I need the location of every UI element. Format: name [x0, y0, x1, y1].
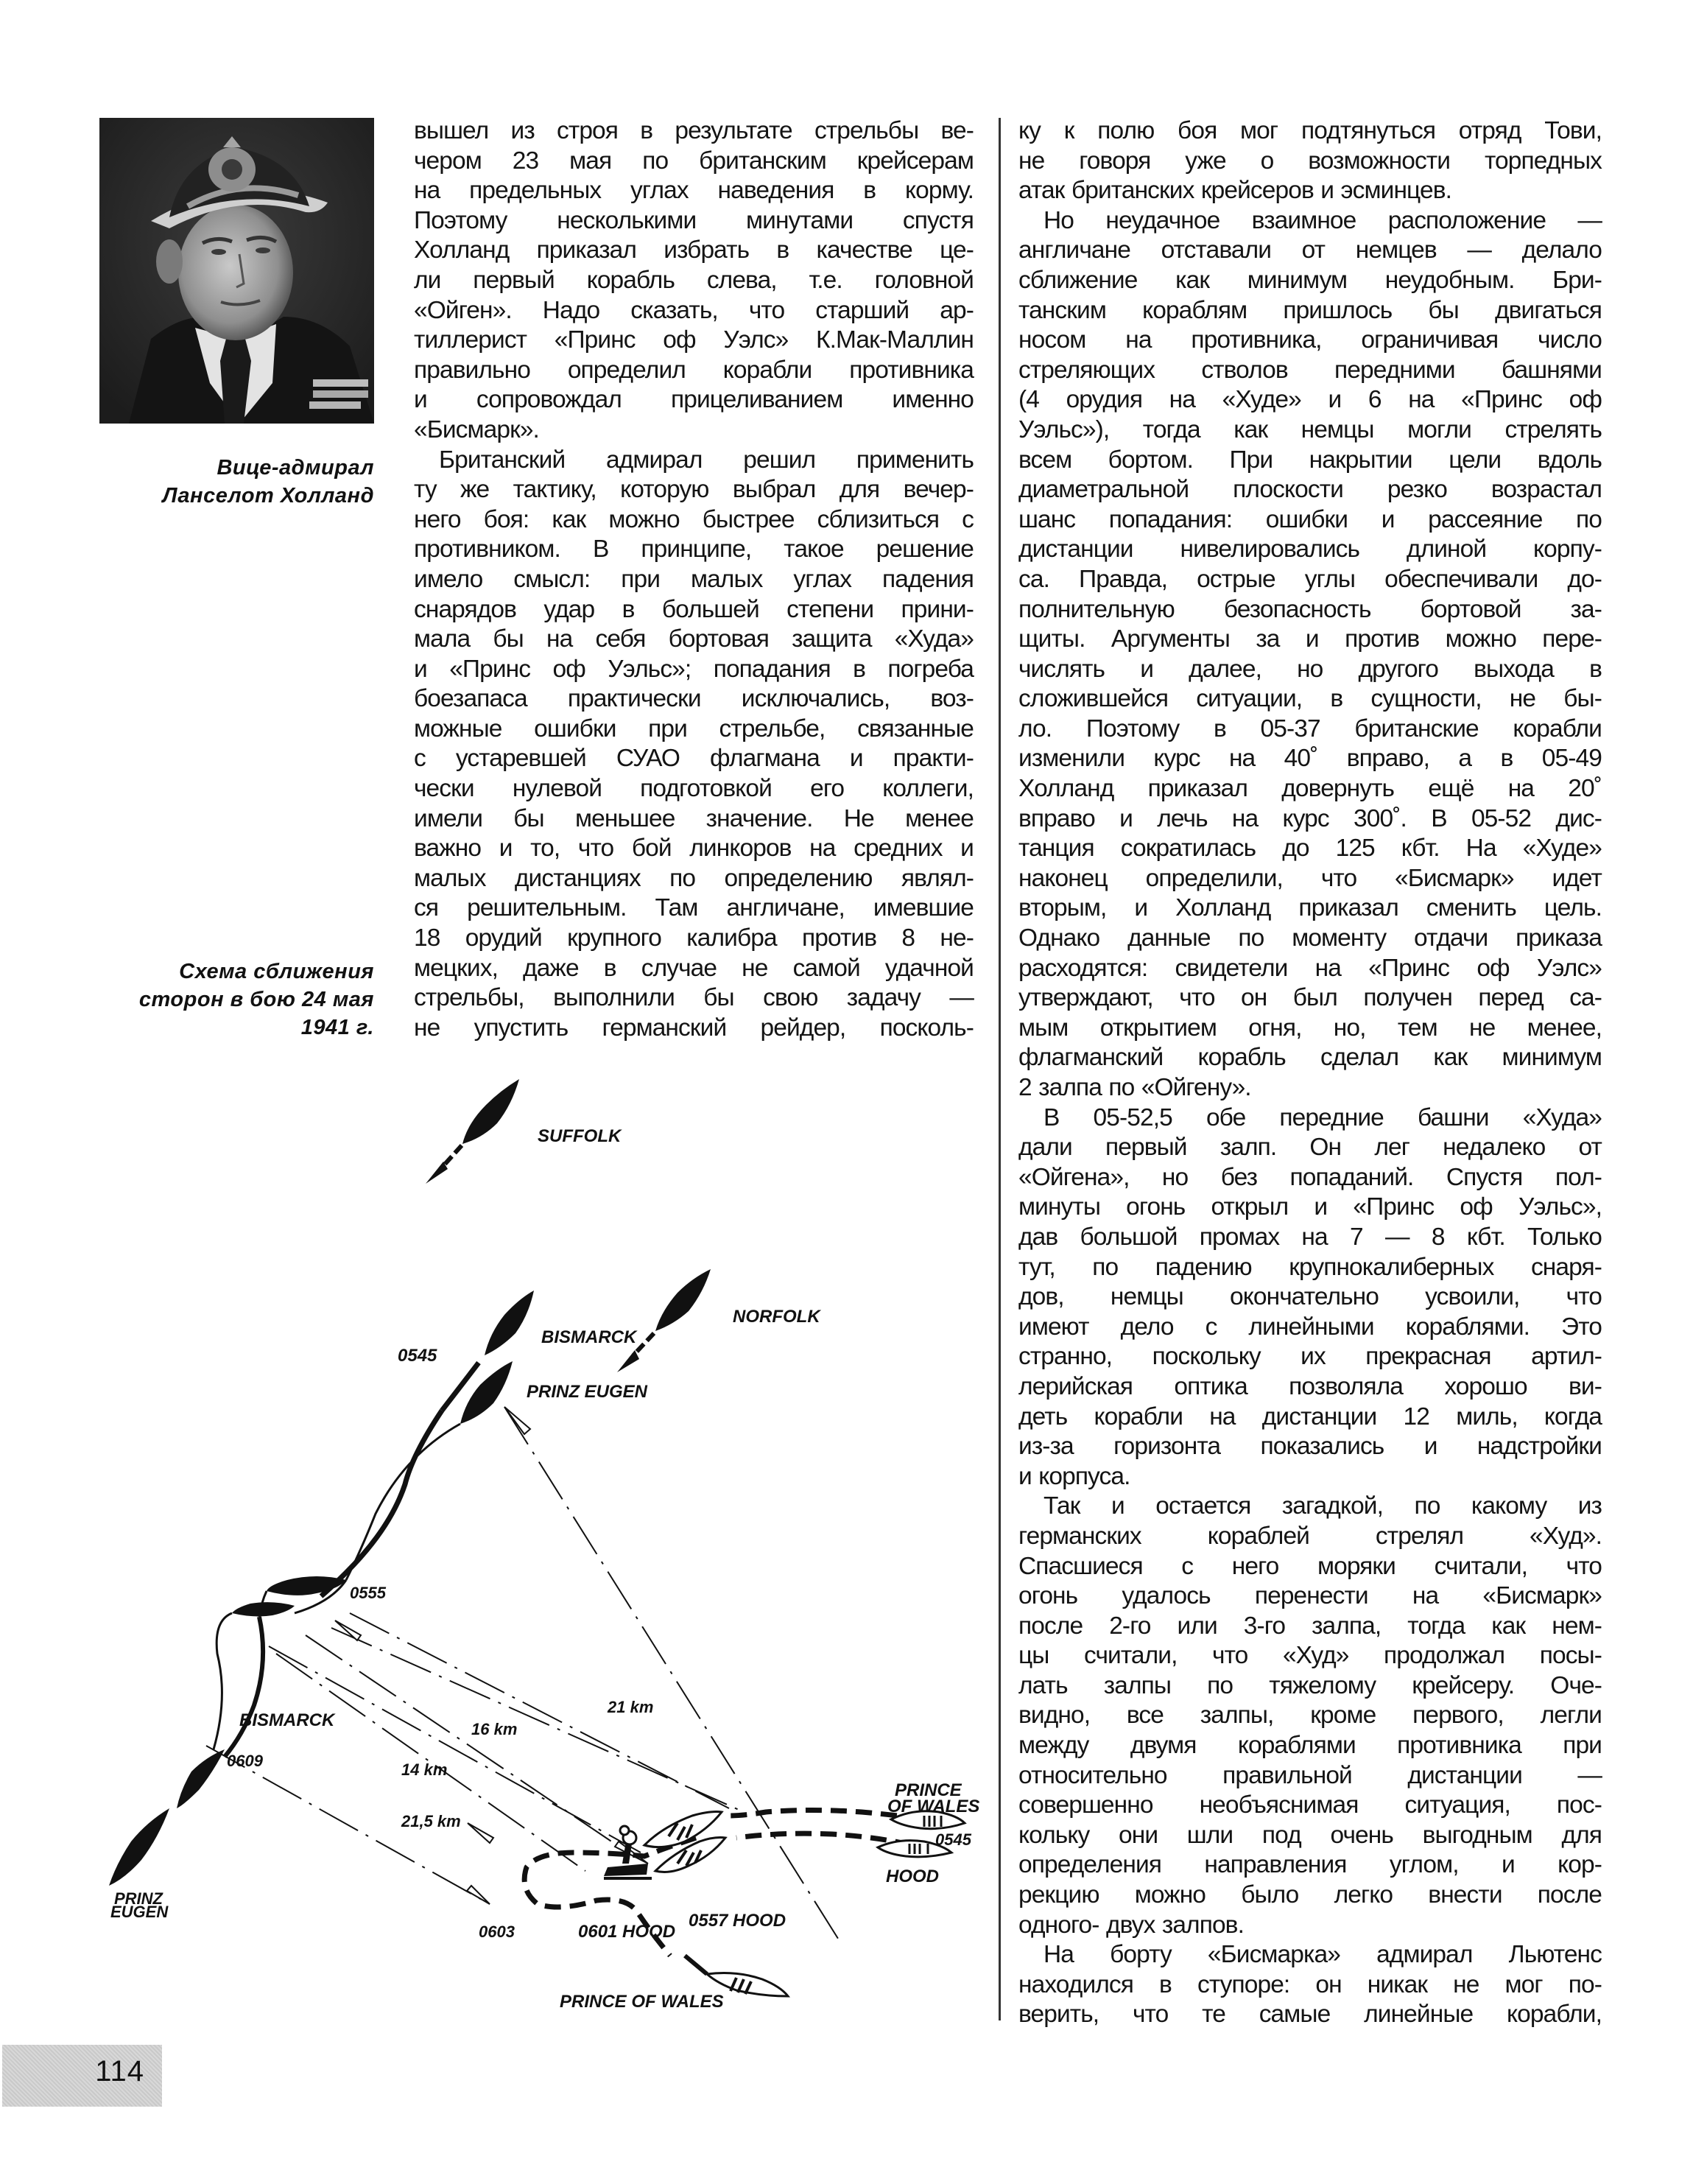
ship-suffolk-icon: [426, 1079, 519, 1184]
portrait-photo: [99, 118, 374, 424]
label-eugen-line2: EUGEN: [110, 1903, 169, 1921]
label-norfolk: NORFOLK: [733, 1307, 820, 1327]
text-line: германских кораблей стрелял «Худ».: [1018, 1522, 1602, 1550]
label-0601-hood: 0601 HOOD: [578, 1922, 676, 1942]
text-line: из-за горизонта показались и надстройки: [1018, 1433, 1602, 1461]
text-line: относительно правильной дистанции —: [1018, 1761, 1602, 1789]
text-line: рекцию можно было легко внести после: [1018, 1881, 1602, 1909]
text-line: полнительную безопасность бортовой за-: [1018, 595, 1602, 623]
label-0545-right: 0545: [935, 1830, 971, 1849]
battle-diagram-svg: [96, 1072, 990, 2029]
text-line: числять и далее, но другого выхода в: [1018, 655, 1602, 683]
text-line: лать залпы по тяжелому крейсеру. Оче-: [1018, 1671, 1602, 1699]
ship-prinz-eugen-top-icon: [460, 1361, 513, 1424]
text-line: носом на противника, ограничивая число: [1018, 326, 1602, 354]
label-21-5km: 21,5 km: [401, 1812, 461, 1830]
text-line: Поэтому несколькими минутами спустя: [414, 206, 974, 234]
label-prinz-line1: PRINZ: [114, 1889, 163, 1908]
text-line: цы считали, что «Худ» продолжал посы-: [1018, 1642, 1602, 1670]
map-caption-line-1: Схема сближения: [179, 960, 374, 983]
text-line: мым открытием огня, но, тем не менее,: [1018, 1014, 1602, 1042]
label-bismarck-bottom: BISMARCK: [239, 1710, 335, 1730]
label-bismarck-top: BISMARCK: [541, 1327, 637, 1347]
text-line: не говоря уже о возможности торпедных: [1018, 147, 1602, 175]
text-line: наконец определили, что «Бисмарк» идет: [1018, 864, 1602, 892]
label-0609: 0609: [227, 1752, 263, 1770]
text-line: стреляющих стволов передними башнями: [1018, 356, 1602, 384]
text-line: На борту «Бисмарка» адмирал Льютенс: [1043, 1941, 1602, 1969]
text-line: на предельных углах наведения в корму.: [414, 177, 974, 205]
text-line: совершенно необъяснимая ситуация, пос-: [1018, 1791, 1602, 1819]
text-line: минуты огонь открыл и «Принс оф Уэльс»,: [1018, 1193, 1602, 1221]
text-line: тиллерист «Принс оф Уэлс» К.Мак-Маллин: [414, 326, 974, 354]
text-line: чески нулевой подготовкой его коллеги,: [414, 775, 974, 803]
text-line: щиты. Аргументы за и против можно пере-: [1018, 625, 1602, 653]
text-line: и корпуса.: [1018, 1462, 1130, 1490]
page-number-box: [2, 2045, 162, 2107]
text-line: «Бисмарк».: [414, 415, 539, 443]
label-0555: 0555: [350, 1584, 386, 1602]
text-line: диаметральной плоскости резко возрастал: [1018, 476, 1602, 504]
text-line: малых дистанциях по определению являл-: [414, 864, 974, 892]
text-line: видно, все залпы, кроме первого, легли: [1018, 1702, 1602, 1730]
text-line: ку к полю боя мог подтянуться отряд Тови,: [1018, 117, 1602, 144]
text-line: находился в ступоре: он никак не мог по-: [1018, 1970, 1602, 1998]
text-line: англичане отставали от немцев — делало: [1018, 236, 1602, 264]
text-line: можные ошибки при стрельбе, связанные: [414, 714, 974, 742]
text-line: странно, поскольку их прекрасная артил-: [1018, 1343, 1602, 1371]
text-line: одного- двух залпов.: [1018, 1911, 1244, 1939]
text-line: чером 23 мая по британским крейсерам: [414, 147, 974, 175]
text-line: него боя: как можно быстрее сблизиться с: [414, 505, 974, 533]
label-suffolk: SUFFOLK: [538, 1126, 622, 1146]
text-line: имеют дело с линейными кораблями. Это: [1018, 1313, 1602, 1341]
text-line: с устаревшей СУАО флагмана и практи-: [414, 745, 974, 773]
text-line: между двумя кораблями противника при: [1018, 1732, 1602, 1760]
label-0603: 0603: [479, 1923, 515, 1941]
label-prinz-eugen-top: PRINZ EUGEN: [527, 1382, 648, 1402]
text-line: расходятся: свидетели на «Принс оф Уэлс»: [1018, 954, 1602, 982]
map-caption: [88, 958, 374, 1042]
text-line: деть корабли на дистанции 12 миль, когда: [1018, 1402, 1602, 1430]
text-line: вторым, и Холланд приказал сменить цель.: [1018, 894, 1602, 922]
text-line: ли первый корабль слева, т.е. головной: [414, 266, 974, 294]
text-line: сложившейся ситуации, в сущности, не бы-: [1018, 685, 1602, 713]
text-line: шанс попадания: ошибки и рассеяние по: [1018, 505, 1602, 533]
label-hood-right: HOOD: [886, 1867, 939, 1886]
ship-bismarck-0609-icon: [177, 1749, 225, 1808]
text-line: Уэльс»), тогда как немцы могли стрелять: [1018, 415, 1602, 443]
text-line: вправо и лечь на курс 300˚. В 05-52 дис-: [1018, 804, 1602, 832]
text-line: изменили курс на 40˚ вправо, а в 05-49: [1018, 745, 1602, 773]
text-line: тут, по падению крупнокалиберных снаря-: [1018, 1253, 1602, 1281]
text-line: 2 залпа по «Ойгену».: [1018, 1074, 1251, 1101]
text-line: «Ойген». Надо сказать, что старший ар-: [414, 296, 974, 324]
label-16km: 16 km: [471, 1720, 518, 1738]
text-line: и «Принс оф Уэльс»; попадания в погреба: [414, 655, 974, 683]
map-caption-line-3: 1941 г.: [300, 1016, 374, 1039]
text-line: дистанции нивелировались длиной корпу-: [1018, 536, 1602, 563]
text-line: танция сократилась до 125 кбт. На «Худе»: [1018, 835, 1602, 863]
portrait-image: [99, 118, 374, 424]
text-line: Холланд приказал избрать в качестве це-: [414, 236, 974, 264]
text-line: боезапаса практически исключались, воз-: [414, 685, 974, 713]
map-caption-line-2: сторон в бою 24 мая: [138, 988, 374, 1011]
ship-prinz-eugen-0609-icon: [109, 1808, 169, 1886]
text-line: ся решительным. Там англичане, имевшие: [414, 894, 974, 922]
label-pow-right-1: PRINCE: [895, 1780, 962, 1800]
text-column-right: [1018, 116, 1602, 2030]
text-line: ло. Поэтому в 05-37 британские корабли: [1018, 714, 1602, 742]
text-line: определения направления углом, и кор-: [1018, 1851, 1602, 1879]
text-line: Так и остается загадкой, по какому из: [1043, 1492, 1602, 1520]
text-line: танским кораблям пришлось бы двигаться: [1018, 296, 1602, 324]
text-line: лерийская оптика позволяла хорошо ви-: [1018, 1372, 1602, 1400]
text-line: дали первый залп. Он лег недалеко от: [1018, 1134, 1602, 1162]
label-pow-right-2: OF WALES: [887, 1797, 980, 1816]
text-column-middle: [414, 116, 974, 1043]
text-line: «Ойгена», но без попаданий. Спустя пол-: [1018, 1163, 1602, 1191]
text-line: противником. В принципе, такое решение: [414, 536, 974, 563]
text-line: Британский адмирал решил применить: [439, 446, 974, 474]
text-line: правильно определил корабли противника: [414, 356, 974, 384]
text-line: и сопровождал прицеливанием именно: [414, 386, 974, 414]
text-line: не упустить германский рейдер, посколь-: [414, 1014, 974, 1042]
photo-caption-line-2: Ланселот Холланд: [162, 484, 374, 508]
text-line: Однако данные по моменту отдачи приказа: [1018, 924, 1602, 952]
label-14km: 14 km: [401, 1760, 448, 1779]
text-line: ту же тактику, которую выбрал для вечер-: [414, 476, 974, 504]
text-line: вышел из строя в результате стрельбы ве-: [414, 117, 974, 144]
text-line: стрельбы, выполнили бы свою задачу —: [414, 984, 974, 1012]
text-line: снарядов удар в большей степени прини-: [414, 595, 974, 623]
text-line: Холланд приказал довернуть ещё на 20˚: [1018, 775, 1602, 803]
text-line: огонь удалось перенести на «Бисмарк»: [1018, 1582, 1602, 1610]
page-number: 114: [95, 2055, 144, 2088]
photo-caption: [88, 454, 374, 510]
label-0557-hood: 0557 HOOD: [689, 1911, 786, 1931]
ship-norfolk-icon: [617, 1269, 711, 1372]
text-line: всем бортом. При накрытии цели вдоль: [1018, 446, 1602, 474]
text-line: мецких, даже в случае не самой удачной: [414, 954, 974, 982]
text-line: флагманский корабль сделал как минимум: [1018, 1044, 1602, 1072]
ship-bismarck-top-icon: [485, 1291, 534, 1355]
text-line: 18 орудий крупного калибра против 8 не-: [414, 924, 974, 952]
text-line: после 2-го или 3-го залпа, тогда как нем-: [1018, 1612, 1602, 1640]
text-line: верить, что те самые линейные корабли,: [1018, 2001, 1602, 2029]
photo-caption-line-1: Вице-адмирал: [217, 456, 374, 480]
text-line: дав большой промах на 7 — 8 кбт. Только: [1018, 1223, 1602, 1251]
text-line: са. Правда, острые углы обеспечивали до-: [1018, 565, 1602, 593]
text-line: мала бы на себя бортовая защита «Худа»: [414, 625, 974, 653]
text-line: Спасшиеся с него моряки считали, что: [1018, 1552, 1602, 1580]
label-21km: 21 km: [608, 1698, 654, 1716]
text-line: утверждают, что он был получен перед са-: [1018, 984, 1602, 1012]
label-0545-left: 0545: [398, 1346, 437, 1366]
text-line: важно и то, что бой линкоров на средних и: [414, 835, 974, 863]
text-line: В 05-52,5 обе передние башни «Худа»: [1043, 1103, 1602, 1131]
text-line: Но неудачное взаимное расположение —: [1043, 206, 1602, 234]
text-line: сближение как минимум неудобным. Бри-: [1018, 266, 1602, 294]
text-line: (4 орудия на «Худе» и 6 на «Принс оф: [1018, 386, 1602, 414]
text-line: дов, немцы окончательно усвоили, что: [1018, 1283, 1602, 1311]
text-line: имело смысл: при малых углах падения: [414, 565, 974, 593]
column-divider: [999, 118, 1001, 2020]
battle-diagram: [96, 1072, 990, 2029]
ship-prinz-eugen-0555-icon: [232, 1602, 295, 1616]
text-line: имели бы меньшее значение. Не менее: [414, 804, 974, 832]
text-line: кольку они шли под очень выгодным для: [1018, 1821, 1602, 1849]
label-pow-bottom: PRINCE OF WALES: [560, 1992, 724, 2012]
text-line: атак британских крейсеров и эсминцев.: [1018, 177, 1451, 205]
